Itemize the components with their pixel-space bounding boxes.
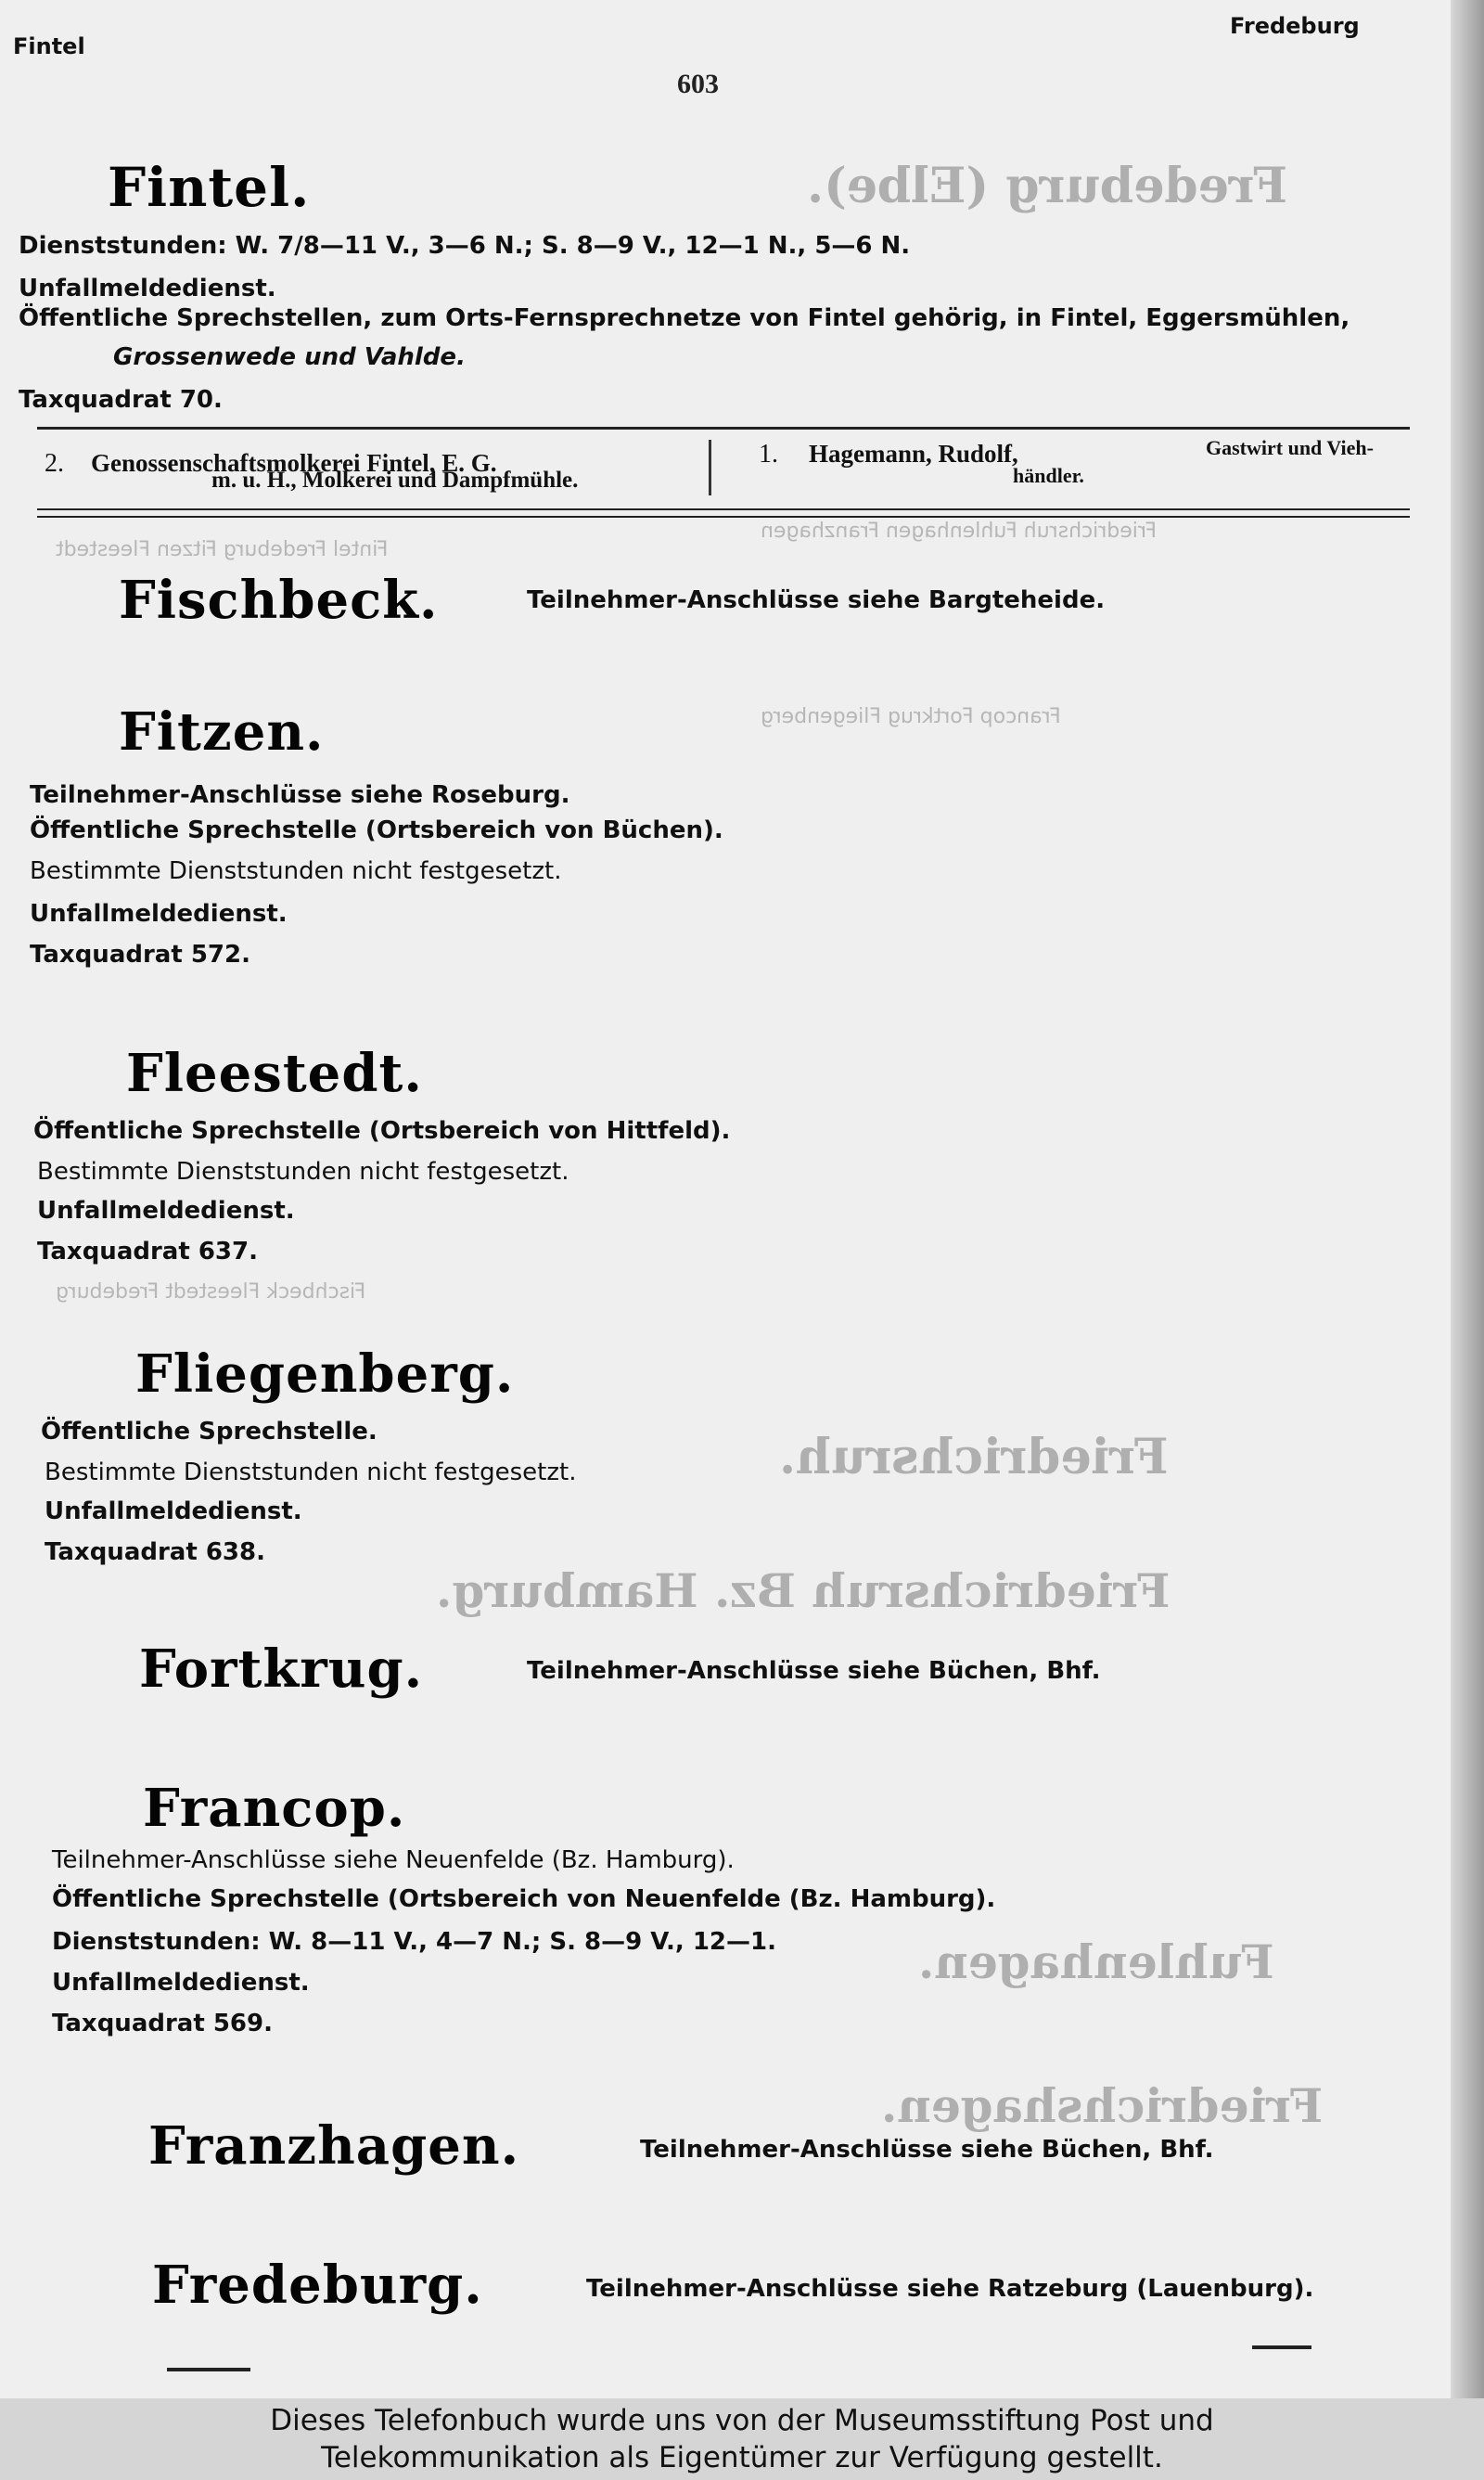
fortkrug-title: Fortkrug. — [139, 1638, 424, 1700]
fintel-unfall: Unfallmeldedienst. — [19, 275, 276, 302]
francop-line-1: Teilnehmer-Anschlüsse siehe Neuenfelde (Bz. Hamburg). — [52, 1846, 735, 1874]
fitzen-line-2: Öffentliche Sprechstelle (Ortsbereich von Büchen). — [30, 816, 723, 844]
fintel-entry-right-name: Hagemann, Rudolf, — [809, 440, 1018, 468]
fleestedt-line-1: Öffentliche Sprechstelle (Ortsbereich von Hittfeld). — [33, 1117, 731, 1145]
page-number: 603 — [677, 69, 719, 99]
ghost-line-4: Fischbeck Fleestedt Fredeburg — [56, 1280, 366, 1304]
bottom-dash-right — [1252, 2345, 1311, 2349]
fintel-taxquadrat: Taxquadrat 70. — [19, 386, 223, 414]
ghost-line-3: Francop Fortkrug Fliegenberg — [761, 705, 1061, 728]
bleed-title-3: Friedrichsruh Bz. Hamburg. — [436, 1563, 1171, 1618]
fischbeck-text: Teilnehmer-Anschlüsse siehe Bargteheide. — [527, 586, 1106, 614]
fintel-dienststunden: Dienststunden: W. 7/8—11 V., 3—6 N.; S. 8—9 V., 12—1 N., 5—6 N. — [19, 232, 911, 260]
bleed-title-4: Fuhlenhagen. — [918, 1934, 1274, 1989]
fleestedt-line-2: Bestimmte Dienststunden nicht festgesetzt. — [37, 1158, 569, 1186]
running-head-right: Fredeburg — [1230, 13, 1360, 39]
fintel-sprechstellen: Öffentliche Sprechstellen, zum Orts-Fernsprechnetze von Fintel gehörig, in Fintel, Eggersmühlen, — [19, 304, 1350, 332]
fitzen-line-3: Bestimmte Dienststunden nicht festgesetzt. — [30, 857, 562, 885]
fintel-entry-left-number: 2. — [45, 449, 64, 478]
archive-footer — [0, 2398, 1484, 2480]
fintel-entry-right-desc-1: Gastwirt und Vieh- — [1206, 436, 1374, 459]
fleestedt-title: Fleestedt. — [126, 1043, 423, 1104]
fliegenberg-title: Fliegenberg. — [135, 1343, 515, 1405]
fleestedt-line-4: Taxquadrat 637. — [37, 1238, 258, 1266]
fintel-entry-right-desc-2: händler. — [1013, 464, 1084, 487]
fredeburg-text: Teilnehmer-Anschlüsse siehe Ratzeburg (Lauenburg). — [586, 2275, 1314, 2303]
francop-title: Francop. — [143, 1778, 406, 1839]
francop-line-5: Taxquadrat 569. — [52, 2010, 273, 2037]
fintel-entry-left-name: Genossenschaftsmolkerei Fintel, E. G. — [91, 449, 497, 477]
fitzen-line-5: Taxquadrat 572. — [30, 941, 250, 969]
running-head-left: Fintel — [13, 33, 85, 59]
bleed-title-2: Friedrichsruh. — [779, 1429, 1169, 1485]
francop-line-3: Dienststunden: W. 8—11 V., 4—7 N.; S. 8—9 V., 12—1. — [52, 1928, 776, 1956]
bottom-dash-left — [167, 2368, 250, 2371]
section-rule-top — [37, 427, 1410, 430]
fliegenberg-line-3: Unfallmeldedienst. — [45, 1497, 302, 1525]
fliegenberg-line-4: Taxquadrat 638. — [45, 1538, 265, 1566]
section-rule-2 — [37, 516, 1410, 518]
bleed-title-5: Friedrichshagen. — [881, 2078, 1324, 2133]
fleestedt-line-3: Unfallmeldedienst. — [37, 1197, 295, 1225]
column-divider — [709, 440, 711, 495]
ghost-line-1: Fintel Fredeburg Fitzen Fleestedt — [56, 538, 389, 561]
francop-line-2: Öffentliche Sprechstelle (Ortsbereich von Neuenfelde (Bz. Hamburg). — [52, 1885, 996, 1913]
fitzen-line-1: Teilnehmer-Anschlüsse siehe Roseburg. — [30, 781, 570, 809]
footer-line-2: Telekommunikation als Eigentümer zur Verfügung gestellt. — [321, 2441, 1163, 2474]
fliegenberg-line-1: Öffentliche Sprechstelle. — [41, 1418, 377, 1446]
francop-line-4: Unfallmeldedienst. — [52, 1969, 310, 1997]
bleed-title-1: Fredeburg (Elbe). — [807, 158, 1288, 214]
section-rule-1 — [37, 508, 1410, 510]
footer-line-1: Dieses Telefonbuch wurde uns von der Museumsstiftung Post und — [270, 2404, 1214, 2437]
page-edge-shadow — [1451, 0, 1484, 2398]
fintel-entry-right-number: 1. — [759, 440, 778, 469]
fliegenberg-line-2: Bestimmte Dienststunden nicht festgesetzt. — [45, 1458, 577, 1486]
fintel-entry-left-desc: m. u. H., Molkerei und Dampfmühle. — [211, 468, 579, 493]
fitzen-title: Fitzen. — [119, 701, 325, 763]
fischbeck-title: Fischbeck. — [119, 570, 439, 631]
ghost-line-2: Friedrichsruh Fuhlenhagen Franzhagen — [761, 520, 1158, 543]
fintel-title: Fintel. — [108, 156, 311, 219]
fitzen-line-4: Unfallmeldedienst. — [30, 900, 288, 928]
fintel-sprechstellen-cont: Grossenwede und Vahlde. — [113, 343, 466, 371]
fredeburg-title: Fredeburg. — [152, 2255, 483, 2316]
franzhagen-title: Franzhagen. — [148, 2115, 520, 2177]
franzhagen-text: Teilnehmer-Anschlüsse siehe Büchen, Bhf. — [640, 2136, 1214, 2164]
fortkrug-text: Teilnehmer-Anschlüsse siehe Büchen, Bhf. — [527, 1657, 1101, 1685]
